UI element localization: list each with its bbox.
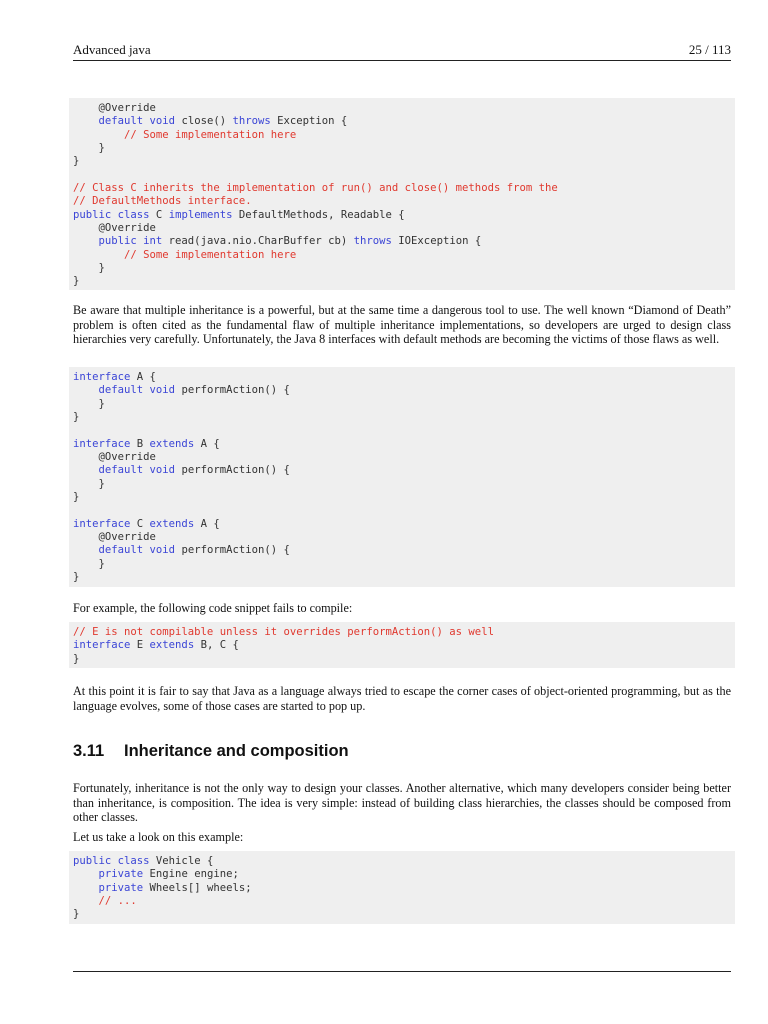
code-line — [73, 518, 735, 531]
code-text: Exception { — [270, 115, 348, 128]
code-keyword: interface — [73, 371, 131, 383]
code-line — [73, 653, 735, 666]
code-keyword: interface — [73, 437, 131, 450]
code-line — [73, 262, 735, 275]
code-line — [73, 209, 735, 222]
section-heading — [73, 742, 349, 761]
code-text — [73, 464, 99, 476]
code-comment: // E is not compilable unless it overrides performAction() as well — [73, 626, 494, 638]
code-text: Engine engine; — [143, 868, 239, 881]
section-title: Inheritance and composition — [124, 742, 349, 760]
code-block-vehicle — [69, 851, 735, 924]
code-text: performAction() { — [175, 384, 290, 397]
code-block-close-readable — [69, 98, 735, 290]
code-line — [73, 155, 735, 168]
page-header — [73, 42, 731, 61]
code-line — [73, 222, 735, 235]
code-line — [73, 438, 735, 451]
code-keyword: default void — [98, 115, 176, 128]
code-block-interface-e — [69, 622, 735, 668]
code-block-interfaces-abc — [69, 367, 735, 587]
code-line — [73, 882, 735, 895]
code-line — [73, 275, 735, 288]
code-line — [73, 195, 735, 208]
paragraph-example-intro: For example, the following code snippet fails to compile: — [73, 601, 353, 615]
code-keyword: throws — [353, 235, 392, 248]
code-text: @Override — [73, 102, 156, 114]
code-text — [73, 115, 99, 127]
code-text: A { — [130, 371, 156, 383]
code-comment: // ... — [98, 895, 137, 908]
code-keyword: default void — [98, 464, 176, 477]
code-line — [73, 626, 735, 639]
code-text — [73, 129, 124, 141]
code-keyword: extends — [149, 437, 195, 450]
code-text: } — [73, 491, 80, 504]
code-line — [73, 384, 735, 397]
code-text: E — [130, 639, 150, 652]
code-keyword: interface — [73, 517, 131, 530]
code-line — [73, 451, 735, 464]
code-text: } — [73, 155, 80, 168]
code-keyword: default void — [98, 544, 176, 557]
code-text: B, C { — [194, 639, 239, 652]
code-keyword: extends — [149, 517, 195, 530]
code-line — [73, 371, 735, 384]
code-comment: // Class C inherits the implementation of run() and close() methods from the — [73, 182, 558, 195]
code-text: C — [130, 517, 150, 530]
code-line — [73, 868, 735, 881]
code-keyword: public int — [98, 235, 163, 248]
code-line — [73, 235, 735, 248]
code-text: performAction() { — [175, 464, 290, 477]
code-text: DefaultMethods, Readable { — [232, 208, 405, 221]
code-text — [73, 882, 99, 894]
code-text: B — [130, 437, 150, 450]
code-comment: // DefaultMethods interface. — [73, 195, 252, 208]
code-comment: // Some implementation here — [124, 248, 297, 261]
code-text: IOException { — [391, 235, 482, 248]
code-text: } — [73, 652, 80, 665]
code-line — [73, 558, 735, 571]
code-line — [73, 855, 735, 868]
paragraph-composition: Fortunately, inheritance is not the only way to design your classes. Another alternative, which many developers consider being better than inheritance, is composition. The idea is very simple: instead of building class hierarchies, the classes should be composed from other classes. — [73, 781, 731, 825]
code-line — [73, 504, 735, 517]
code-text — [73, 895, 99, 907]
code-text: A { — [194, 517, 220, 530]
code-line — [73, 182, 735, 195]
code-keyword: private — [98, 868, 144, 881]
code-line — [73, 639, 735, 652]
code-text — [73, 249, 124, 261]
code-line — [73, 129, 735, 142]
code-text: C — [149, 208, 169, 221]
paragraph-diamond-of-death: Be aware that multiple inheritance is a powerful, but at the same time a dangerous tool to use. The well known “Diamond of Death” problem is often cited as the fundamental flaw of multiple inheritance implementations, so developers are urged to design class hierarchies very carefully. Unfortunately, the Java 8 interfaces with default methods are becoming the victims of those flaws as well. — [73, 303, 731, 347]
code-keyword: throws — [232, 115, 271, 128]
code-line — [73, 115, 735, 128]
page-number: 25 / 113 — [688, 42, 731, 57]
paragraph-corner-cases: At this point it is fair to say that Java as a language always tried to escape the corner cases of object-oriented programming, but as the language evolves, some of those cases are started to pop up. — [73, 684, 731, 713]
code-keyword: private — [98, 881, 144, 894]
code-text — [73, 868, 99, 880]
code-line — [73, 491, 735, 504]
code-text: performAction() { — [175, 544, 290, 557]
code-keyword: implements — [168, 208, 233, 221]
code-line — [73, 464, 735, 477]
document-title: Advanced java — [73, 42, 151, 57]
code-line — [73, 424, 735, 437]
code-text: } — [73, 142, 105, 155]
code-comment: // Some implementation here — [124, 128, 297, 141]
code-line — [73, 571, 735, 584]
code-line — [73, 142, 735, 155]
code-text: } — [73, 477, 105, 490]
code-text: Vehicle { — [149, 855, 214, 867]
code-keyword: default void — [98, 384, 176, 397]
paragraph-example-lead: Let us take a look on this example: — [73, 830, 244, 844]
code-line — [73, 411, 735, 424]
code-text: } — [73, 275, 80, 288]
code-text: } — [73, 571, 80, 584]
code-text — [73, 384, 99, 396]
code-line — [73, 478, 735, 491]
code-line — [73, 895, 735, 908]
footer-rule — [73, 971, 731, 972]
code-text: @Override — [73, 222, 156, 235]
code-text — [73, 235, 99, 247]
code-line — [73, 908, 735, 921]
code-text: } — [73, 908, 80, 921]
code-line — [73, 398, 735, 411]
code-line — [73, 102, 735, 115]
code-keyword: interface — [73, 639, 131, 652]
code-line — [73, 531, 735, 544]
code-text: A { — [194, 437, 220, 450]
code-text: } — [73, 411, 80, 424]
code-text: close() — [175, 115, 233, 128]
code-text: @Override — [73, 451, 156, 464]
code-line — [73, 169, 735, 182]
code-text: } — [73, 397, 105, 410]
code-keyword: extends — [149, 639, 195, 652]
code-text: @Override — [73, 531, 156, 544]
code-text: } — [73, 262, 105, 275]
code-text: Wheels[] wheels; — [143, 881, 252, 894]
code-text: read(java.nio.CharBuffer cb) — [162, 235, 354, 248]
code-line — [73, 544, 735, 557]
code-keyword: public class — [73, 855, 150, 867]
code-keyword: public class — [73, 208, 150, 221]
section-number: 3.11 — [73, 742, 105, 760]
code-text: } — [73, 557, 105, 570]
code-line — [73, 249, 735, 262]
code-text — [73, 544, 99, 556]
